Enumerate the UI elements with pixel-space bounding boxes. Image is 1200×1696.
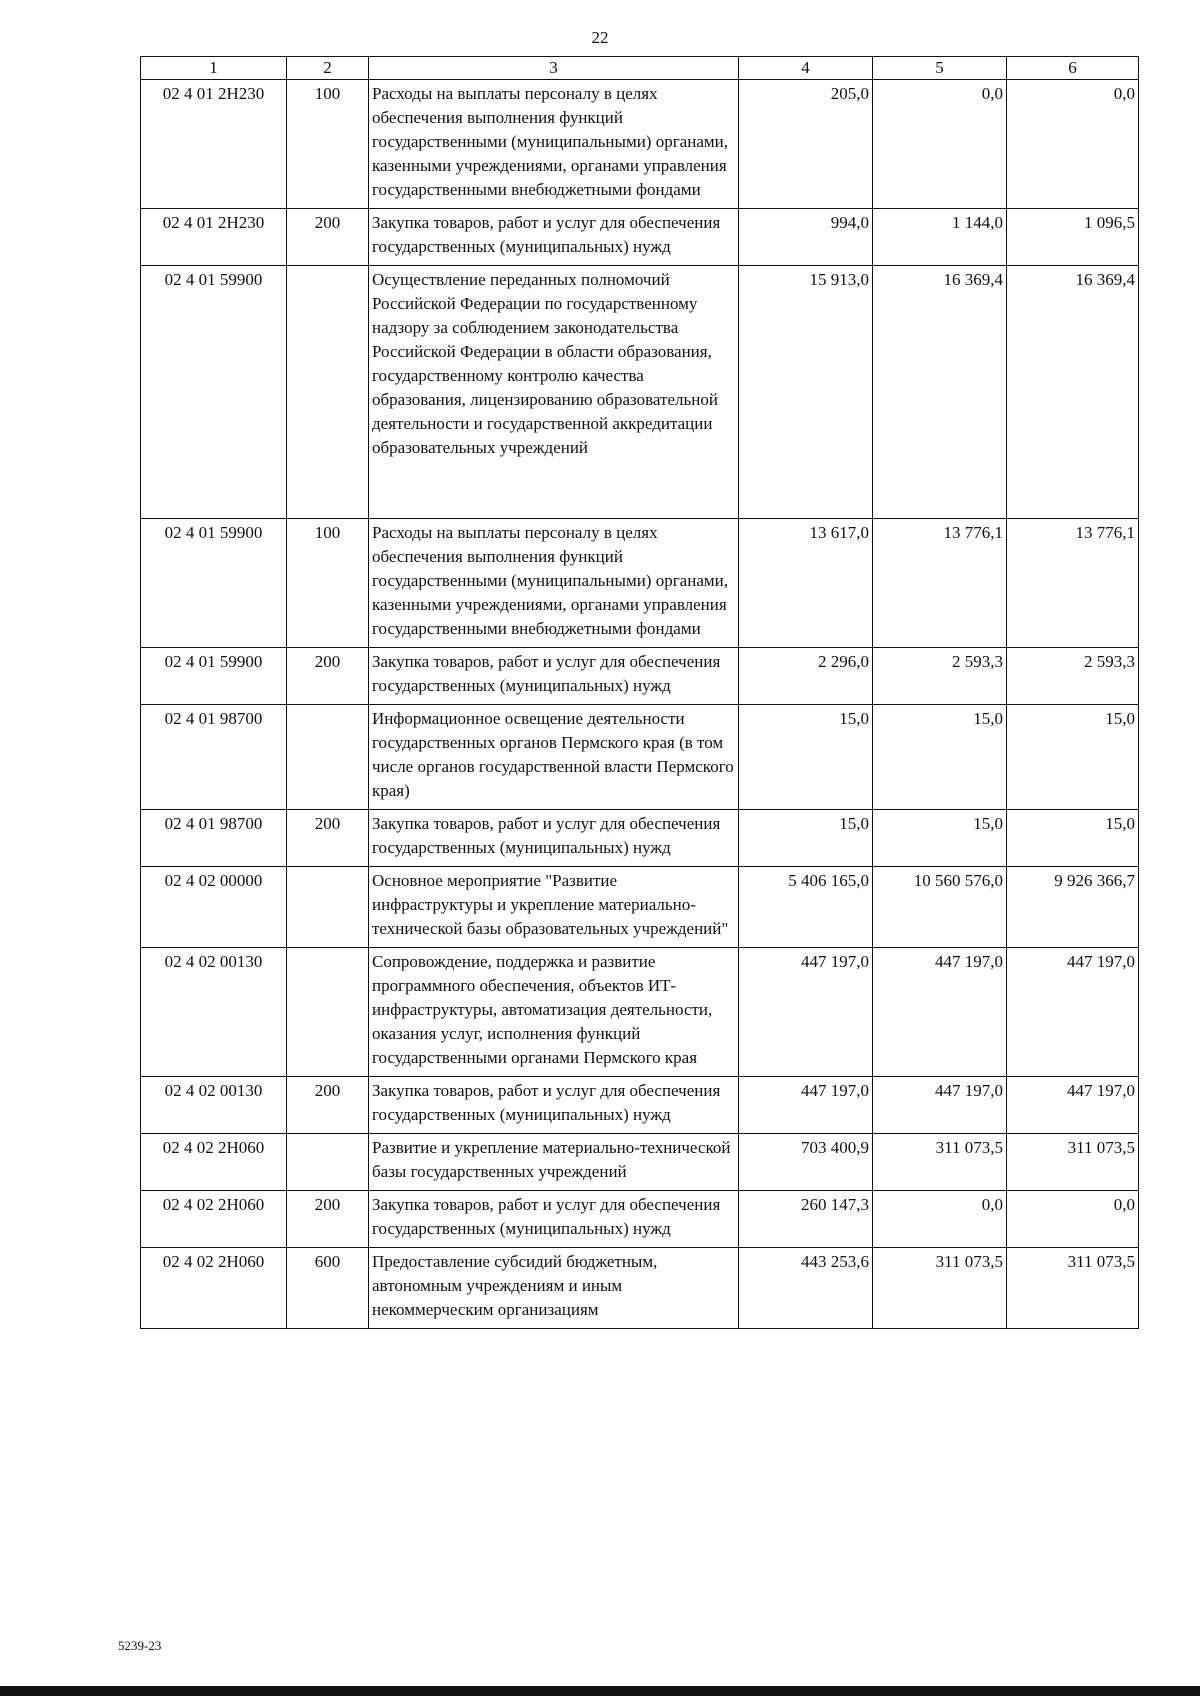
amount-col6-cell: 311 073,5 (1007, 1134, 1139, 1191)
amount-col6-cell: 16 369,4 (1007, 266, 1139, 519)
target-code-cell: 02 4 02 2Н060 (141, 1248, 287, 1329)
expense-type-cell: 200 (287, 1077, 369, 1134)
table-row (141, 519, 1139, 648)
item-name-cell: Закупка товаров, работ и услуг для обеспечения государственных (муниципальных) нужд (369, 648, 739, 705)
expense-type-cell (287, 705, 369, 810)
expense-type-cell: 200 (287, 209, 369, 266)
amount-col4-cell: 2 296,0 (739, 648, 873, 705)
budget-table (140, 56, 1139, 1329)
amount-col5-cell: 0,0 (873, 1191, 1007, 1248)
item-name-cell: Закупка товаров, работ и услуг для обеспечения государственных (муниципальных) нужд (369, 1077, 739, 1134)
amount-col5-cell: 311 073,5 (873, 1248, 1007, 1329)
expense-type-cell: 100 (287, 519, 369, 648)
amount-col5-cell: 13 776,1 (873, 519, 1007, 648)
column-header: 3 (369, 57, 739, 80)
amount-col4-cell: 15,0 (739, 705, 873, 810)
amount-col4-cell: 703 400,9 (739, 1134, 873, 1191)
amount-col6-cell: 0,0 (1007, 80, 1139, 209)
amount-col4-cell: 994,0 (739, 209, 873, 266)
amount-col5-cell: 447 197,0 (873, 1077, 1007, 1134)
target-code-cell: 02 4 02 00130 (141, 1077, 287, 1134)
amount-col5-cell: 15,0 (873, 810, 1007, 867)
amount-col6-cell: 2 593,3 (1007, 648, 1139, 705)
amount-col6-cell: 0,0 (1007, 1191, 1139, 1248)
amount-col5-cell: 10 560 576,0 (873, 867, 1007, 948)
item-name-cell: Закупка товаров, работ и услуг для обеспечения государственных (муниципальных) нужд (369, 209, 739, 266)
amount-col4-cell: 443 253,6 (739, 1248, 873, 1329)
amount-col4-cell: 5 406 165,0 (739, 867, 873, 948)
amount-col6-cell: 9 926 366,7 (1007, 867, 1139, 948)
table-row (141, 1191, 1139, 1248)
amount-col5-cell: 1 144,0 (873, 209, 1007, 266)
table-row (141, 209, 1139, 266)
amount-col6-cell: 447 197,0 (1007, 1077, 1139, 1134)
amount-col6-cell: 447 197,0 (1007, 948, 1139, 1077)
table-row (141, 1248, 1139, 1329)
amount-col4-cell: 15,0 (739, 810, 873, 867)
item-name-cell: Сопровождение, поддержка и развитие программного обеспечения, объектов ИТ-инфраструктуры, автоматизация деятельности, оказания услуг, исполнения функций государственными органами Пермского края (369, 948, 739, 1077)
table-row (141, 948, 1139, 1077)
target-code-cell: 02 4 02 00130 (141, 948, 287, 1077)
amount-col6-cell: 311 073,5 (1007, 1248, 1139, 1329)
target-code-cell: 02 4 01 59900 (141, 648, 287, 705)
target-code-cell: 02 4 01 2Н230 (141, 80, 287, 209)
target-code-cell: 02 4 02 2Н060 (141, 1191, 287, 1248)
page-number: 22 (591, 28, 609, 47)
item-name-cell: Закупка товаров, работ и услуг для обеспечения государственных (муниципальных) нужд (369, 810, 739, 867)
amount-col4-cell: 15 913,0 (739, 266, 873, 519)
item-name-cell: Основное мероприятие "Развитие инфраструктуры и укрепление материально-технической базы образовательных учреждений" (369, 867, 739, 948)
item-name-cell: Закупка товаров, работ и услуг для обеспечения государственных (муниципальных) нужд (369, 1191, 739, 1248)
expense-type-cell (287, 948, 369, 1077)
expense-type-cell: 200 (287, 810, 369, 867)
target-code-cell: 02 4 01 2Н230 (141, 209, 287, 266)
column-header: 1 (141, 57, 287, 80)
table-row (141, 1134, 1139, 1191)
item-name-cell: Предоставление субсидий бюджетным, автономным учреждениям и иным некоммерческим организациям (369, 1248, 739, 1329)
amount-col4-cell: 447 197,0 (739, 948, 873, 1077)
table-row (141, 705, 1139, 810)
amount-col5-cell: 0,0 (873, 80, 1007, 209)
amount-col4-cell: 13 617,0 (739, 519, 873, 648)
column-header: 4 (739, 57, 873, 80)
amount-col6-cell: 13 776,1 (1007, 519, 1139, 648)
amount-col4-cell: 260 147,3 (739, 1191, 873, 1248)
table-row (141, 810, 1139, 867)
item-name-cell: Осуществление переданных полномочий Российской Федерации по государственному надзору за соблюдением законодательства Российской Федерации в области образования, государственному контролю качества образования, лицензированию образовательной деятельности и государственной аккредитации образовательных учреждений (369, 266, 739, 519)
target-code-cell: 02 4 01 59900 (141, 266, 287, 519)
target-code-cell: 02 4 01 98700 (141, 810, 287, 867)
amount-col5-cell: 311 073,5 (873, 1134, 1007, 1191)
amount-col4-cell: 447 197,0 (739, 1077, 873, 1134)
expense-type-cell (287, 266, 369, 519)
expense-type-cell: 200 (287, 648, 369, 705)
amount-col5-cell: 15,0 (873, 705, 1007, 810)
amount-col6-cell: 1 096,5 (1007, 209, 1139, 266)
expense-type-cell: 100 (287, 80, 369, 209)
document-footer-code: 5239-23 (118, 1638, 162, 1653)
item-name-cell: Информационное освещение деятельности государственных органов Пермского края (в том числе органов государственной власти Пермского края) (369, 705, 739, 810)
target-code-cell: 02 4 01 98700 (141, 705, 287, 810)
table-row (141, 80, 1139, 209)
header-row (141, 57, 1139, 80)
item-name-cell: Развитие и укрепление материально-технической базы государственных учреждений (369, 1134, 739, 1191)
table-row (141, 648, 1139, 705)
table-row (141, 266, 1139, 519)
scan-bottom-edge (0, 1686, 1200, 1696)
expense-type-cell (287, 1134, 369, 1191)
expense-type-cell (287, 867, 369, 948)
target-code-cell: 02 4 02 2Н060 (141, 1134, 287, 1191)
expense-type-cell: 200 (287, 1191, 369, 1248)
column-header: 5 (873, 57, 1007, 80)
column-header: 6 (1007, 57, 1139, 80)
amount-col6-cell: 15,0 (1007, 705, 1139, 810)
item-name-cell: Расходы на выплаты персоналу в целях обеспечения выполнения функций государственными (муниципальными) органами, казенными учреждениями, органами управления государственными внебюджетными фондами (369, 519, 739, 648)
expense-type-cell: 600 (287, 1248, 369, 1329)
amount-col5-cell: 2 593,3 (873, 648, 1007, 705)
item-name-cell: Расходы на выплаты персоналу в целях обеспечения выполнения функций государственными (муниципальными) органами, казенными учреждениями, органами управления государственными внебюджетными фондами (369, 80, 739, 209)
column-header: 2 (287, 57, 369, 80)
amount-col6-cell: 15,0 (1007, 810, 1139, 867)
target-code-cell: 02 4 01 59900 (141, 519, 287, 648)
amount-col5-cell: 16 369,4 (873, 266, 1007, 519)
table-row (141, 1077, 1139, 1134)
table-row (141, 867, 1139, 948)
amount-col4-cell: 205,0 (739, 80, 873, 209)
target-code-cell: 02 4 02 00000 (141, 867, 287, 948)
amount-col5-cell: 447 197,0 (873, 948, 1007, 1077)
